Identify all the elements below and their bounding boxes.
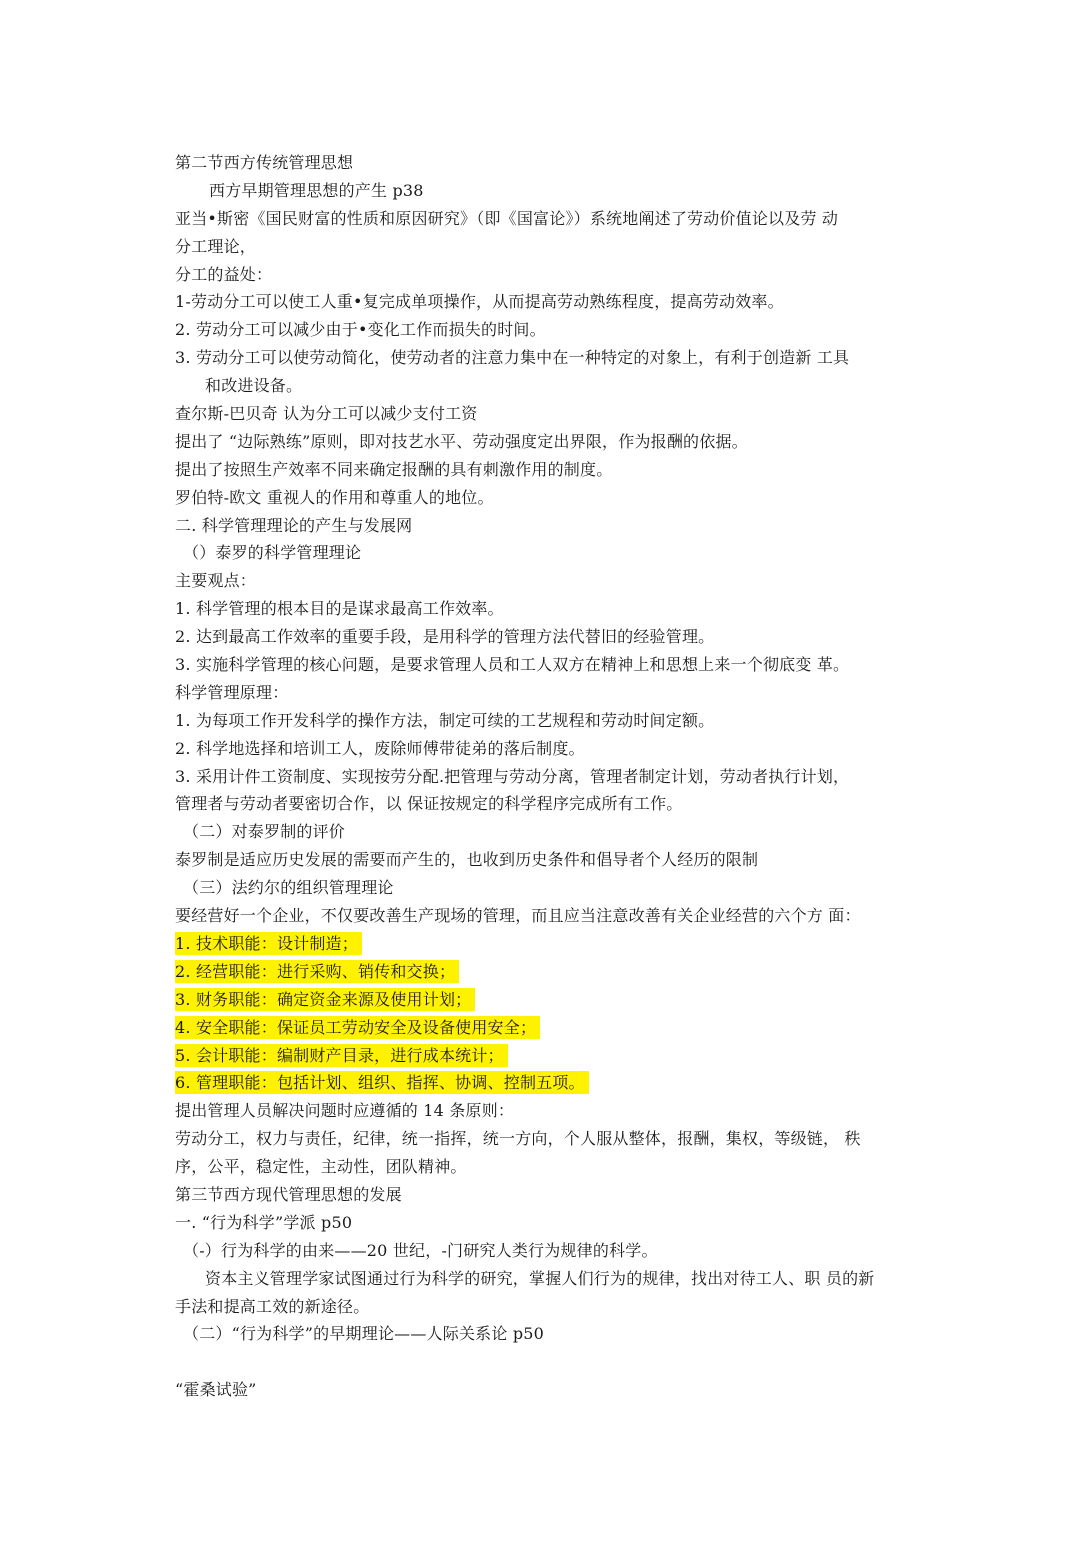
list-item: 1. 为每项工作开发科学的操作方法，制定可续的工艺规程和劳动时间定额。 (175, 710, 715, 730)
highlighted-list-item (175, 1042, 935, 1070)
subsection-heading: 二. 科学管理理论的产生与发展网 (175, 515, 413, 535)
paragraph-line: 亚当•斯密《国民财富的性质和原因研究》（即《国富论》）系统地阐述了劳动价值论以及劳 动 (175, 208, 839, 228)
subsection-heading: （二）对泰罗制的评价 (183, 822, 346, 842)
list-item: 3. 劳动分工可以使劳动简化，使劳动者的注意力集中在一种特定的对象上，有利于创造新 工具 (175, 348, 850, 368)
paragraph-line: 资本主义管理学家试图通过行为科学的研究，掌握人们行为的规律，找出对待工人、职 员的新 (205, 1268, 875, 1288)
highlight-span: 2. 经营职能：进行采购、销传和交换； (175, 960, 459, 983)
section-heading: 第三节西方现代管理思想的发展 (175, 1184, 402, 1204)
blank-line (175, 1348, 935, 1376)
highlight-span: 4. 安全职能：保证员工劳动安全及设备使用安全； (175, 1016, 540, 1039)
list-item: 3. 采用计件工资制度、实现按劳分配.把管理与劳动分离，管理者制定计划，劳动者执行计划， (175, 766, 850, 786)
highlight-span: 1. 技术职能：设计制造； (175, 932, 362, 955)
paragraph-line: 主要观点： (175, 571, 257, 591)
highlighted-list-item (175, 1069, 935, 1097)
paragraph-line: 分工的益处： (175, 264, 273, 284)
paragraph-line: “霍桑试验” (175, 1380, 257, 1400)
list-item: 2. 科学地选择和培训工人，废除师傅带徒弟的落后制度。 (175, 738, 585, 758)
subsection-heading: （）泰罗的科学管理理论 (183, 543, 362, 563)
list-item: 1. 科学管理的根本目的是谋求最高工作效率。 (175, 599, 504, 619)
highlight-span: 3. 财务职能：确定资金来源及使用计划； (175, 988, 475, 1011)
list-item: 1-劳动分工可以使工人重•复完成单项操作，从而提高劳动熟练程度，提高劳动效率。 (175, 292, 784, 312)
paragraph-line: （-）行为科学的由来——20 世纪，-门研究人类行为规律的科学。 (183, 1240, 658, 1260)
paragraph-line: 罗伯特-欧文 重视人的作用和尊重人的地位。 (175, 487, 494, 507)
paragraph-line: 手法和提高工效的新途径。 (175, 1296, 370, 1316)
highlighted-list-item (175, 986, 935, 1014)
paragraph-line: 提出管理人员解决问题时应遵循的 14 条原则： (175, 1101, 515, 1121)
subsection-heading: 一. “行为科学”学派 p50 (175, 1212, 353, 1232)
subsection-heading: （三）法约尔的组织管理理论 (183, 878, 394, 898)
list-item: 3. 实施科学管理的核心问题，是要求管理人员和工人双方在精神上和思想上来一个彻底变 革。 (175, 655, 850, 675)
list-item: 2. 达到最高工作效率的重要手段，是用科学的管理方法代替旧的经验管理。 (175, 627, 715, 647)
highlighted-list-item (175, 1014, 935, 1042)
list-item-continuation: 管理者与劳动者要密切合作，以 保证按规定的科学程序完成所有工作。 (175, 794, 683, 814)
paragraph-line: 要经营好一个企业，不仅要改善生产现场的管理，而且应当注意改善有关企业经营的六个方 面： (175, 906, 861, 926)
highlight-span: 6. 管理职能：包括计划、组织、指挥、协调、控制五项。 (175, 1071, 589, 1094)
highlighted-list-item (175, 958, 935, 986)
section-heading: 第二节西方传统管理思想 (175, 153, 354, 172)
paragraph-line: 查尔斯-巴贝奇 认为分工可以减少支付工资 (175, 404, 478, 424)
list-item: 2. 劳动分工可以减少由于•变化工作而损失的时间。 (175, 320, 546, 340)
paragraph-line: 科学管理原理： (175, 682, 289, 702)
paragraph-line: 提出了 “边际熟练”原则，即对技艺水平、劳动强度定出界限，作为报酬的依据。 (175, 431, 748, 451)
paragraph-line: 提出了按照生产效率不同来确定报酬的具有刺激作用的制度。 (175, 459, 613, 479)
highlighted-list-item (175, 930, 935, 958)
paragraph-line: 泰罗制是适应历史发展的需要而产生的，也收到历史条件和倡导者个人经历的限制 (175, 850, 759, 870)
paragraph-line: 分工理论， (175, 236, 257, 256)
paragraph-line: 序，公平，稳定性，主动性，团队精神。 (175, 1157, 467, 1177)
document-body (175, 149, 935, 1404)
subsection-heading: （二）“行为科学”的早期理论——人际关系论 p50 (183, 1324, 545, 1344)
highlight-span: 5. 会计职能：编制财产目录，进行成本统计； (175, 1044, 508, 1067)
list-item-continuation: 和改进设备。 (205, 376, 303, 396)
subsection-heading: 西方早期管理思想的产生 p38 (209, 180, 424, 200)
paragraph-line: 劳动分工，权力与责任，纪律，统一指挥，统一方向，个人服从整体，报酬，集权，等级链， 秩 (175, 1129, 861, 1149)
